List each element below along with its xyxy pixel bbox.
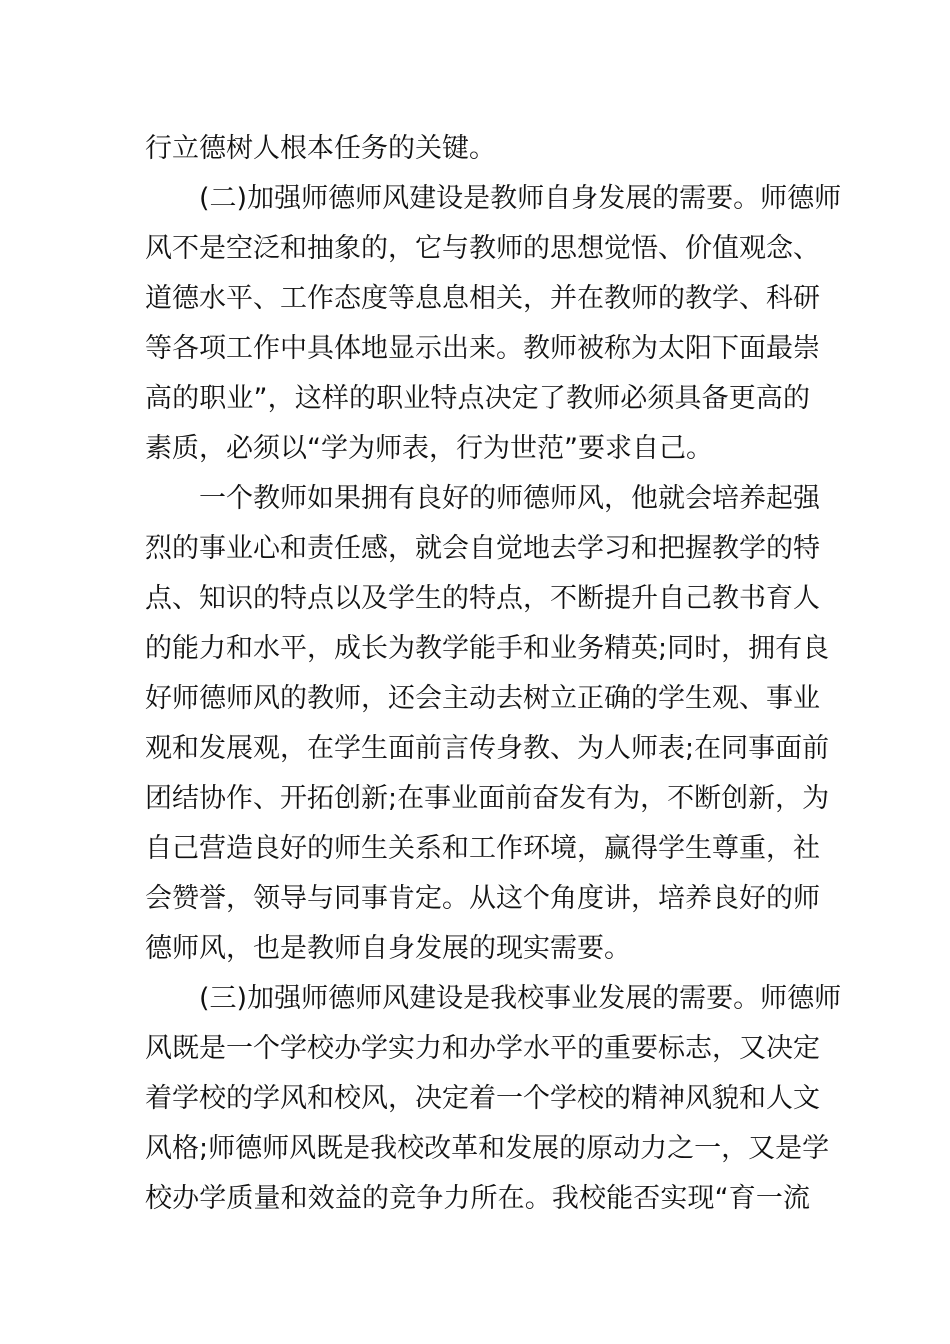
text-line: 高的职业”，这样的职业特点决定了教师必须具备更高的: [145, 383, 810, 414]
text-line: 风既是一个学校办学实力和办学水平的重要标志，又决定: [145, 1033, 820, 1064]
text-line: 风不是空泛和抽象的，它与教师的思想觉悟、价值观念、: [145, 233, 820, 264]
text-line: 等各项工作中具体地显示出来。教师被称为太阳下面最崇: [145, 333, 820, 364]
text-line: 观和发展观，在学生面前言传身教、为人师表;在同事面前: [145, 733, 830, 764]
text-line: 烈的事业心和责任感，就会自觉地去学习和把握教学的特: [145, 533, 820, 564]
text-line: 校办学质量和效益的竞争力所在。我校能否实现“育一流: [145, 1183, 810, 1214]
paragraph-first-line: 一个教师如果拥有良好的师德师风，他就会培养起强: [199, 483, 820, 514]
text-line: 风格;师德师风既是我校改革和发展的原动力之一，又是学: [145, 1133, 830, 1164]
section-heading-line: (二)加强师德师风建设是教师自身发展的需要。师德师: [199, 183, 842, 214]
text-line: 好师德师风的教师，还会主动去树立正确的学生观、事业: [145, 683, 820, 714]
text-line: 素质，必须以“学为师表，行为世范”要求自己。: [145, 433, 713, 464]
text-line: 自己营造良好的师生关系和工作环境，赢得学生尊重，社: [145, 833, 820, 864]
text-line: 团结协作、开拓创新;在事业面前奋发有为，不断创新，为: [145, 783, 830, 814]
text-line: 着学校的学风和校风，决定着一个学校的精神风貌和人文: [145, 1083, 820, 1114]
text-line: 行立德树人根本任务的关键。: [145, 133, 496, 164]
text-line: 会赞誉，领导与同事肯定。从这个角度讲，培养良好的师: [145, 883, 820, 914]
text-line: 点、知识的特点以及学生的特点，不断提升自己教书育人: [145, 583, 820, 614]
text-line: 道德水平、工作态度等息息相关，并在教师的教学、科研: [145, 283, 820, 314]
section-heading-line: (三)加强师德师风建设是我校事业发展的需要。师德师: [199, 983, 842, 1014]
body-text: [145, 124, 842, 1224]
text-line: 德师风，也是教师自身发展的现实需要。: [145, 933, 631, 964]
text-line: 的能力和水平，成长为教学能手和业务精英;同时，拥有良: [145, 633, 830, 664]
